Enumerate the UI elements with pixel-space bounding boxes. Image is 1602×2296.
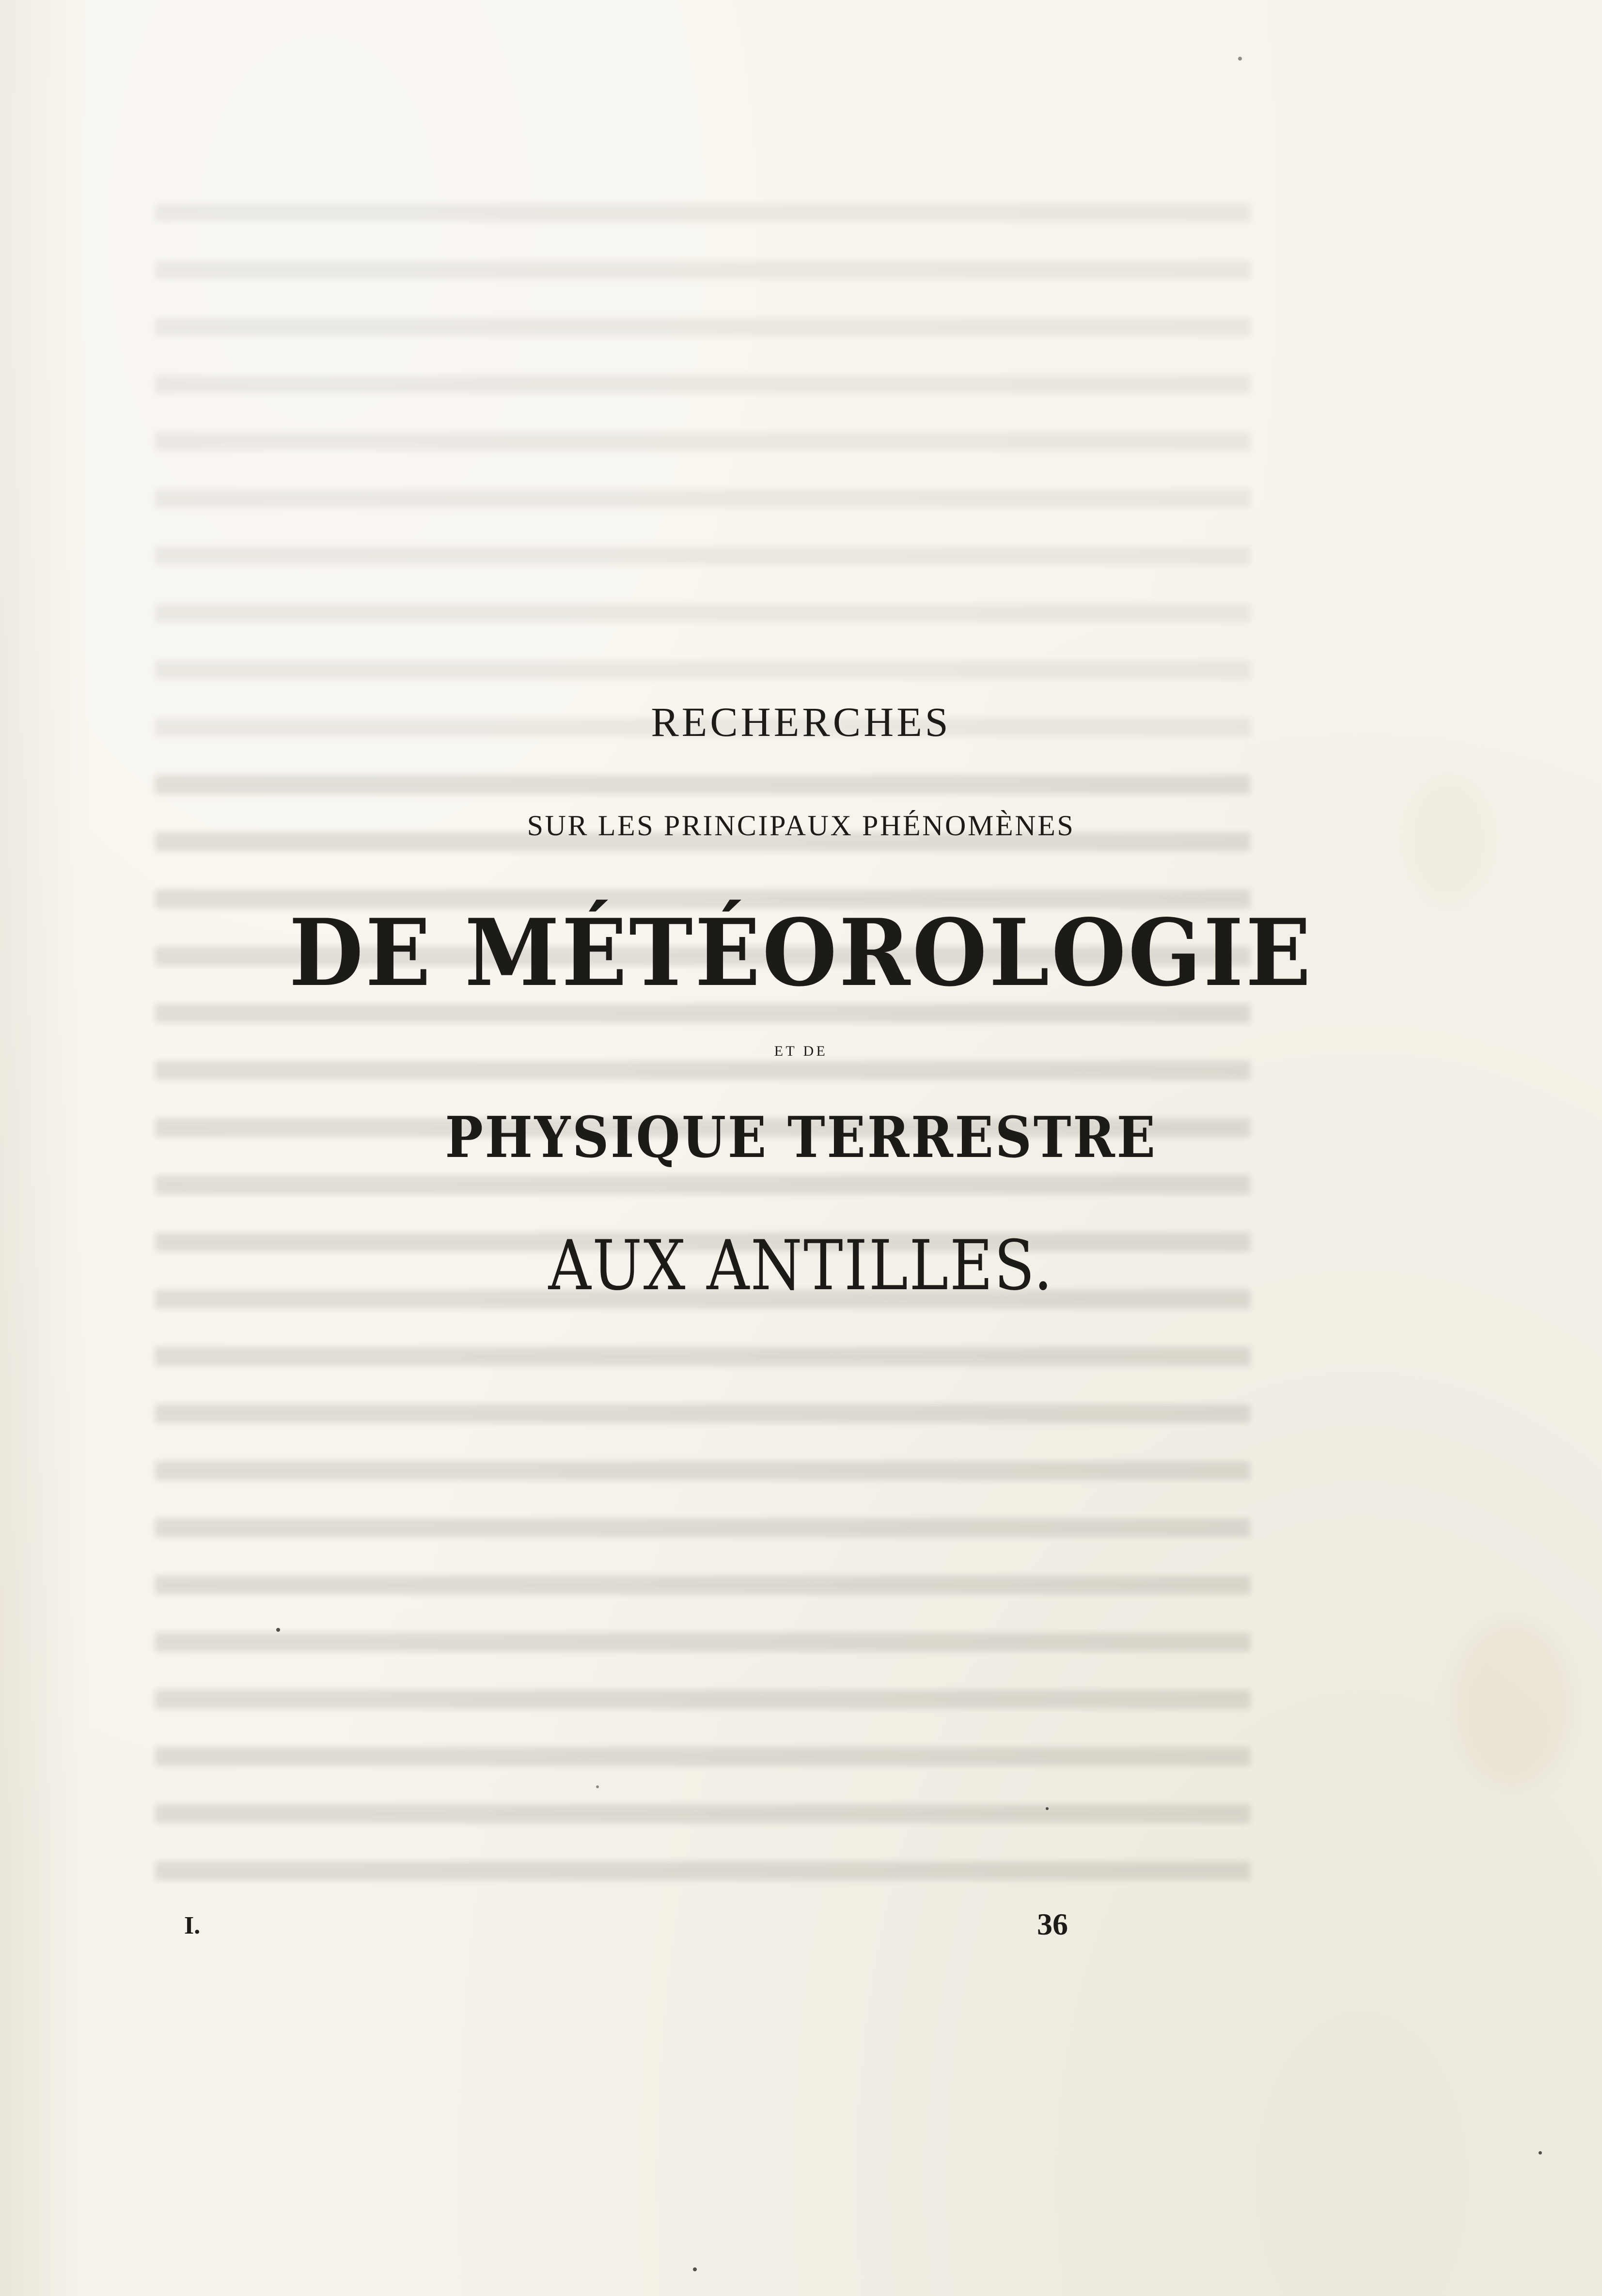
paper-stain [1454, 1623, 1570, 1788]
title-conjunction: ET DE [774, 1043, 828, 1059]
ink-speck [1539, 2151, 1542, 2155]
ink-speck [1046, 1807, 1049, 1810]
title-physique-terrestre: PHYSIQUE TERRESTRE [445, 1105, 1157, 1171]
ink-speck [596, 1785, 599, 1788]
ink-speck [693, 2267, 697, 2271]
page-number: 36 [1037, 1907, 1068, 1941]
title-subtitle: SUR LES PRINCIPAUX PHÉNOMÈNES [527, 810, 1075, 842]
title-aux-antilles: AUX ANTILLES. [548, 1226, 1054, 1306]
signature-mark: I. [184, 1912, 201, 1939]
title-recherches: RECHERCHES [651, 699, 951, 745]
ink-speck [1238, 57, 1242, 61]
title-main-meteorologie: DE MÉTÉOROLOGIE [289, 899, 1313, 1007]
ink-speck [276, 1628, 280, 1632]
